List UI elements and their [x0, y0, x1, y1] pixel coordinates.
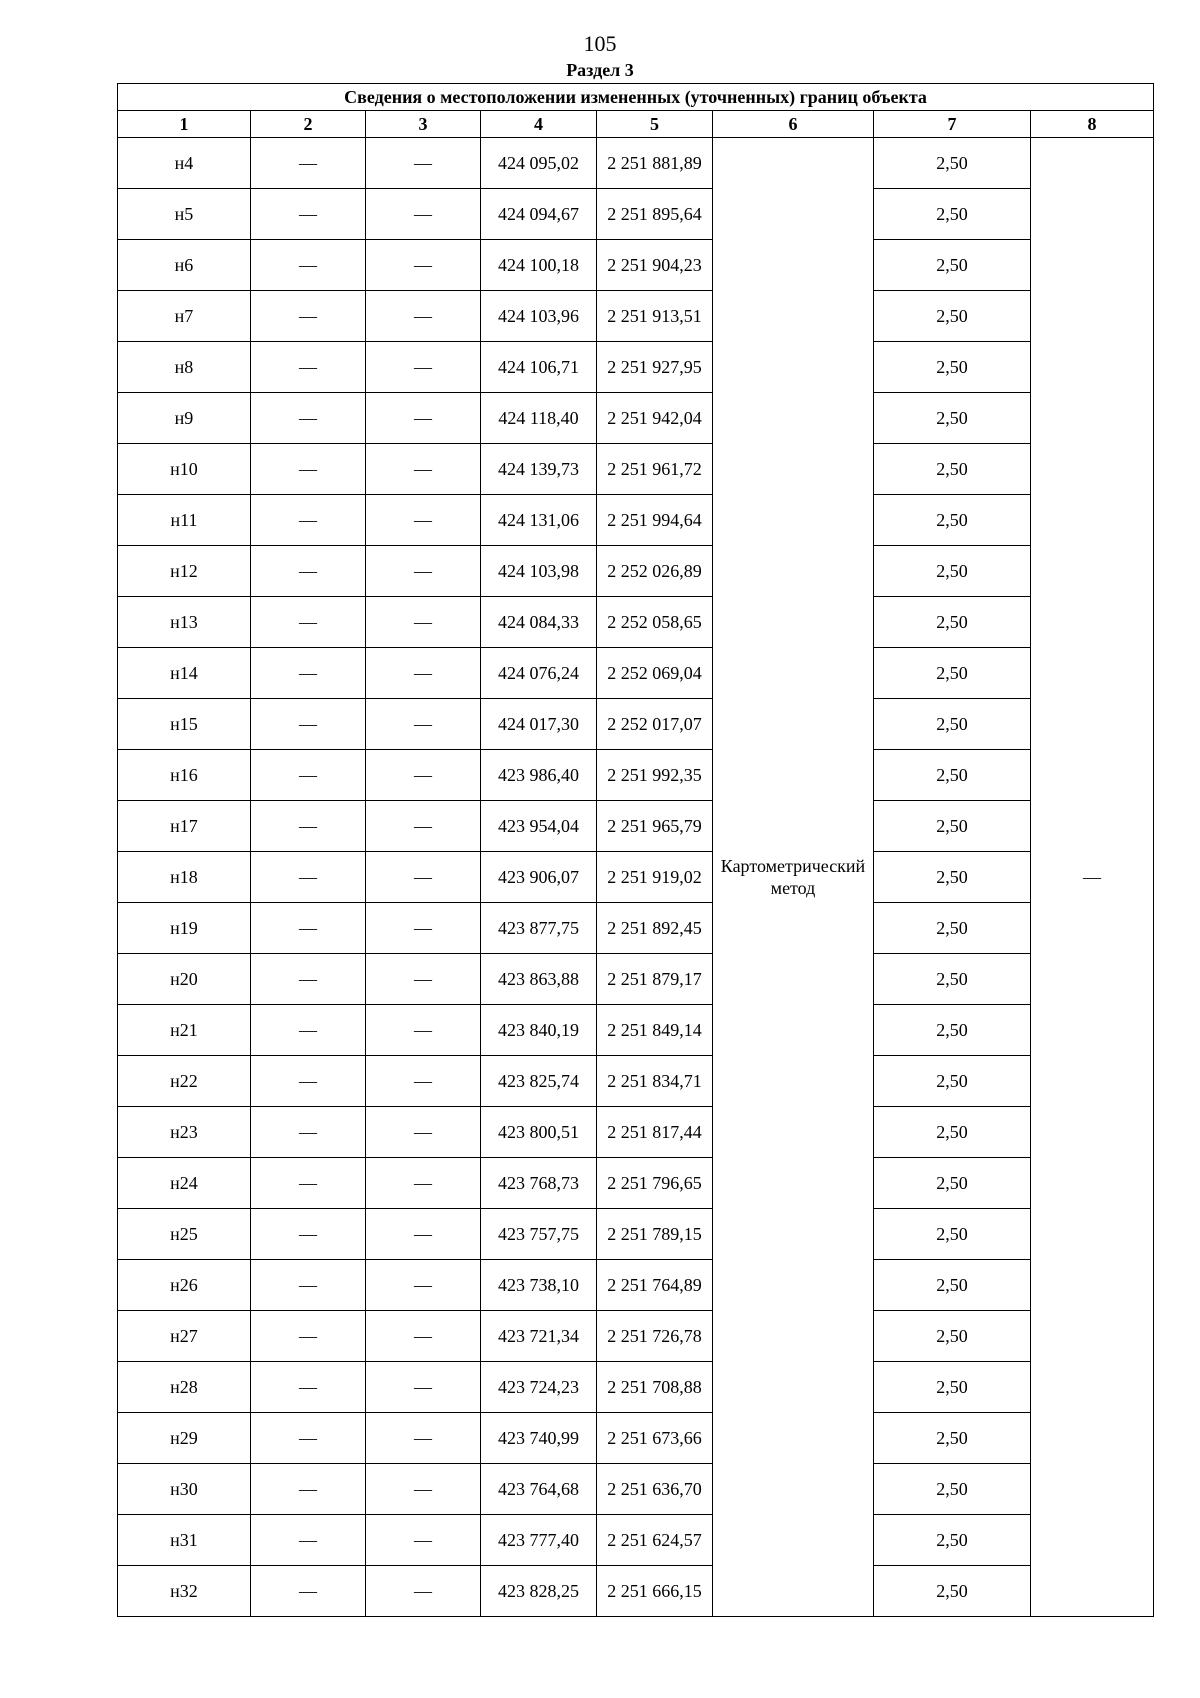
coordinate-y-cell: 2 251 666,15	[597, 1566, 713, 1617]
column3-cell: —	[366, 750, 481, 801]
coordinate-x-cell: 424 103,98	[481, 546, 597, 597]
column2-cell: —	[251, 444, 366, 495]
coordinate-y-cell: 2 251 919,02	[597, 852, 713, 903]
coordinate-y-cell: 2 251 904,23	[597, 240, 713, 291]
table-row	[118, 1005, 1154, 1056]
coordinate-x-cell: 424 103,96	[481, 291, 597, 342]
coordinate-y-cell: 2 251 913,51	[597, 291, 713, 342]
point-id-cell: н9	[118, 393, 251, 444]
coordinate-x-cell: 423 777,40	[481, 1515, 597, 1566]
point-id-cell: н24	[118, 1158, 251, 1209]
coordinate-x-cell: 424 131,06	[481, 495, 597, 546]
method-cell: Картометрический метод	[713, 138, 874, 1617]
accuracy-cell: 2,50	[874, 393, 1031, 444]
coordinate-y-cell: 2 251 636,70	[597, 1464, 713, 1515]
coordinate-x-cell: 424 106,71	[481, 342, 597, 393]
column-number: 7	[874, 111, 1031, 138]
column3-cell: —	[366, 699, 481, 750]
column2-cell: —	[251, 546, 366, 597]
column2-cell: —	[251, 597, 366, 648]
column-number: 6	[713, 111, 874, 138]
table-row	[118, 1107, 1154, 1158]
coordinate-x-cell: 424 095,02	[481, 138, 597, 189]
column3-cell: —	[366, 903, 481, 954]
coordinate-y-cell: 2 251 849,14	[597, 1005, 713, 1056]
column3-cell: —	[366, 1158, 481, 1209]
column3-cell: —	[366, 852, 481, 903]
accuracy-cell: 2,50	[874, 852, 1031, 903]
column3-cell: —	[366, 393, 481, 444]
accuracy-cell: 2,50	[874, 546, 1031, 597]
table-caption-row	[118, 84, 1154, 111]
column2-cell: —	[251, 1311, 366, 1362]
point-id-cell: н32	[118, 1566, 251, 1617]
coordinate-x-cell: 423 877,75	[481, 903, 597, 954]
table-row	[118, 189, 1154, 240]
point-id-cell: н23	[118, 1107, 251, 1158]
accuracy-cell: 2,50	[874, 444, 1031, 495]
column2-cell: —	[251, 648, 366, 699]
table-row	[118, 1056, 1154, 1107]
accuracy-cell: 2,50	[874, 1056, 1031, 1107]
coordinate-x-cell: 424 139,73	[481, 444, 597, 495]
column2-cell: —	[251, 189, 366, 240]
point-id-cell: н31	[118, 1515, 251, 1566]
coordinate-y-cell: 2 251 892,45	[597, 903, 713, 954]
table-row	[118, 393, 1154, 444]
coordinate-y-cell: 2 251 764,89	[597, 1260, 713, 1311]
column3-cell: —	[366, 342, 481, 393]
accuracy-cell: 2,50	[874, 1413, 1031, 1464]
column2-cell: —	[251, 852, 366, 903]
coordinate-y-cell: 2 251 834,71	[597, 1056, 713, 1107]
coordinate-y-cell: 2 252 017,07	[597, 699, 713, 750]
column2-cell: —	[251, 240, 366, 291]
accuracy-cell: 2,50	[874, 495, 1031, 546]
accuracy-cell: 2,50	[874, 801, 1031, 852]
table-row	[118, 138, 1154, 189]
coordinate-x-cell: 423 800,51	[481, 1107, 597, 1158]
point-id-cell: н11	[118, 495, 251, 546]
column2-cell: —	[251, 903, 366, 954]
point-id-cell: н28	[118, 1362, 251, 1413]
accuracy-cell: 2,50	[874, 903, 1031, 954]
coordinate-y-cell: 2 251 726,78	[597, 1311, 713, 1362]
point-id-cell: н26	[118, 1260, 251, 1311]
accuracy-cell: 2,50	[874, 138, 1031, 189]
coordinate-x-cell: 423 906,07	[481, 852, 597, 903]
table-row	[118, 954, 1154, 1005]
column2-cell: —	[251, 1362, 366, 1413]
point-id-cell: н10	[118, 444, 251, 495]
column3-cell: —	[366, 1260, 481, 1311]
accuracy-cell: 2,50	[874, 648, 1031, 699]
column2-cell: —	[251, 138, 366, 189]
point-id-cell: н15	[118, 699, 251, 750]
point-id-cell: н18	[118, 852, 251, 903]
table-row	[118, 1566, 1154, 1617]
accuracy-cell: 2,50	[874, 1209, 1031, 1260]
coordinate-y-cell: 2 251 817,44	[597, 1107, 713, 1158]
column-number: 3	[366, 111, 481, 138]
column8-cell: —	[1031, 138, 1154, 1617]
coordinate-x-cell: 423 721,34	[481, 1311, 597, 1362]
point-id-cell: н22	[118, 1056, 251, 1107]
coordinate-y-cell: 2 251 673,66	[597, 1413, 713, 1464]
column2-cell: —	[251, 1158, 366, 1209]
column2-cell: —	[251, 1260, 366, 1311]
accuracy-cell: 2,50	[874, 1005, 1031, 1056]
column2-cell: —	[251, 801, 366, 852]
coordinate-y-cell: 2 251 961,72	[597, 444, 713, 495]
point-id-cell: н4	[118, 138, 251, 189]
column-number: 5	[597, 111, 713, 138]
point-id-cell: н21	[118, 1005, 251, 1056]
coordinate-y-cell: 2 252 069,04	[597, 648, 713, 699]
coordinate-x-cell: 423 768,73	[481, 1158, 597, 1209]
table-row	[118, 648, 1154, 699]
table-row	[118, 801, 1154, 852]
table-row	[118, 1464, 1154, 1515]
column2-cell: —	[251, 954, 366, 1005]
coordinate-x-cell: 423 740,99	[481, 1413, 597, 1464]
table-row	[118, 291, 1154, 342]
accuracy-cell: 2,50	[874, 954, 1031, 1005]
column2-cell: —	[251, 1107, 366, 1158]
accuracy-cell: 2,50	[874, 1311, 1031, 1362]
coordinate-y-cell: 2 251 879,17	[597, 954, 713, 1005]
column3-cell: —	[366, 444, 481, 495]
section-title: Раздел 3	[566, 60, 634, 80]
column3-cell: —	[366, 1515, 481, 1566]
column2-cell: —	[251, 1209, 366, 1260]
column2-cell: —	[251, 1056, 366, 1107]
table-row	[118, 546, 1154, 597]
coordinate-y-cell: 2 251 895,64	[597, 189, 713, 240]
column3-cell: —	[366, 240, 481, 291]
column3-cell: —	[366, 546, 481, 597]
table-body	[118, 138, 1154, 1617]
boundary-table-container	[117, 83, 1154, 1617]
point-id-cell: н8	[118, 342, 251, 393]
table-row	[118, 1515, 1154, 1566]
column-number: 2	[251, 111, 366, 138]
accuracy-cell: 2,50	[874, 1260, 1031, 1311]
column-number: 1	[118, 111, 251, 138]
column-number-row	[118, 111, 1154, 138]
page-number: 105	[583, 31, 617, 56]
coordinate-y-cell: 2 251 796,65	[597, 1158, 713, 1209]
column3-cell: —	[366, 1056, 481, 1107]
column3-cell: —	[366, 1107, 481, 1158]
table-row	[118, 444, 1154, 495]
accuracy-cell: 2,50	[874, 1566, 1031, 1617]
coordinate-x-cell: 424 094,67	[481, 189, 597, 240]
table-row	[118, 1158, 1154, 1209]
point-id-cell: н5	[118, 189, 251, 240]
table-row	[118, 1260, 1154, 1311]
column3-cell: —	[366, 1362, 481, 1413]
coordinate-y-cell: 2 251 789,15	[597, 1209, 713, 1260]
accuracy-cell: 2,50	[874, 291, 1031, 342]
column3-cell: —	[366, 1311, 481, 1362]
accuracy-cell: 2,50	[874, 1362, 1031, 1413]
point-id-cell: н7	[118, 291, 251, 342]
table-row	[118, 240, 1154, 291]
accuracy-cell: 2,50	[874, 189, 1031, 240]
column2-cell: —	[251, 1566, 366, 1617]
point-id-cell: н17	[118, 801, 251, 852]
coordinate-y-cell: 2 251 992,35	[597, 750, 713, 801]
column3-cell: —	[366, 1005, 481, 1056]
coordinate-x-cell: 423 986,40	[481, 750, 597, 801]
column3-cell: —	[366, 1209, 481, 1260]
table-row	[118, 1413, 1154, 1464]
coordinate-x-cell: 423 828,25	[481, 1566, 597, 1617]
column3-cell: —	[366, 597, 481, 648]
coordinate-x-cell: 424 118,40	[481, 393, 597, 444]
accuracy-cell: 2,50	[874, 342, 1031, 393]
coordinate-x-cell: 423 840,19	[481, 1005, 597, 1056]
point-id-cell: н20	[118, 954, 251, 1005]
coordinate-x-cell: 424 100,18	[481, 240, 597, 291]
coordinate-y-cell: 2 252 026,89	[597, 546, 713, 597]
coordinate-x-cell: 423 738,10	[481, 1260, 597, 1311]
point-id-cell: н19	[118, 903, 251, 954]
point-id-cell: н29	[118, 1413, 251, 1464]
column2-cell: —	[251, 342, 366, 393]
column3-cell: —	[366, 1566, 481, 1617]
column-number: 8	[1031, 111, 1154, 138]
table-row	[118, 495, 1154, 546]
point-id-cell: н30	[118, 1464, 251, 1515]
column2-cell: —	[251, 1413, 366, 1464]
table-row	[118, 699, 1154, 750]
coordinate-x-cell: 423 757,75	[481, 1209, 597, 1260]
accuracy-cell: 2,50	[874, 699, 1031, 750]
table-row	[118, 903, 1154, 954]
coordinate-x-cell: 424 017,30	[481, 699, 597, 750]
coordinate-y-cell: 2 251 624,57	[597, 1515, 713, 1566]
boundary-coordinates-table	[117, 83, 1154, 1617]
column3-cell: —	[366, 648, 481, 699]
column2-cell: —	[251, 750, 366, 801]
coordinate-y-cell: 2 251 927,95	[597, 342, 713, 393]
coordinate-x-cell: 423 764,68	[481, 1464, 597, 1515]
table-row	[118, 852, 1154, 903]
point-id-cell: н6	[118, 240, 251, 291]
column-number: 4	[481, 111, 597, 138]
coordinate-x-cell: 423 954,04	[481, 801, 597, 852]
coordinate-x-cell: 423 825,74	[481, 1056, 597, 1107]
column2-cell: —	[251, 291, 366, 342]
column2-cell: —	[251, 393, 366, 444]
column2-cell: —	[251, 1464, 366, 1515]
accuracy-cell: 2,50	[874, 1515, 1031, 1566]
column3-cell: —	[366, 495, 481, 546]
coordinate-y-cell: 2 251 965,79	[597, 801, 713, 852]
column3-cell: —	[366, 954, 481, 1005]
accuracy-cell: 2,50	[874, 597, 1031, 648]
column3-cell: —	[366, 1413, 481, 1464]
accuracy-cell: 2,50	[874, 240, 1031, 291]
coordinate-y-cell: 2 252 058,65	[597, 597, 713, 648]
accuracy-cell: 2,50	[874, 1158, 1031, 1209]
column3-cell: —	[366, 801, 481, 852]
coordinate-y-cell: 2 251 881,89	[597, 138, 713, 189]
accuracy-cell: 2,50	[874, 1464, 1031, 1515]
coordinate-y-cell: 2 251 708,88	[597, 1362, 713, 1413]
table-caption: Сведения о местоположении измененных (уточненных) границ объекта	[118, 84, 1154, 111]
column2-cell: —	[251, 1515, 366, 1566]
column2-cell: —	[251, 495, 366, 546]
point-id-cell: н14	[118, 648, 251, 699]
coordinate-x-cell: 424 084,33	[481, 597, 597, 648]
accuracy-cell: 2,50	[874, 1107, 1031, 1158]
table-row	[118, 1209, 1154, 1260]
point-id-cell: н16	[118, 750, 251, 801]
column2-cell: —	[251, 1005, 366, 1056]
column3-cell: —	[366, 189, 481, 240]
column3-cell: —	[366, 138, 481, 189]
column3-cell: —	[366, 291, 481, 342]
coordinate-x-cell: 424 076,24	[481, 648, 597, 699]
column3-cell: —	[366, 1464, 481, 1515]
coordinate-y-cell: 2 251 994,64	[597, 495, 713, 546]
accuracy-cell: 2,50	[874, 750, 1031, 801]
coordinate-y-cell: 2 251 942,04	[597, 393, 713, 444]
point-id-cell: н27	[118, 1311, 251, 1362]
coordinate-x-cell: 423 863,88	[481, 954, 597, 1005]
table-row	[118, 750, 1154, 801]
point-id-cell: н13	[118, 597, 251, 648]
point-id-cell: н25	[118, 1209, 251, 1260]
table-row	[118, 1362, 1154, 1413]
table-row	[118, 1311, 1154, 1362]
column2-cell: —	[251, 699, 366, 750]
table-row	[118, 597, 1154, 648]
point-id-cell: н12	[118, 546, 251, 597]
coordinate-x-cell: 423 724,23	[481, 1362, 597, 1413]
table-row	[118, 342, 1154, 393]
